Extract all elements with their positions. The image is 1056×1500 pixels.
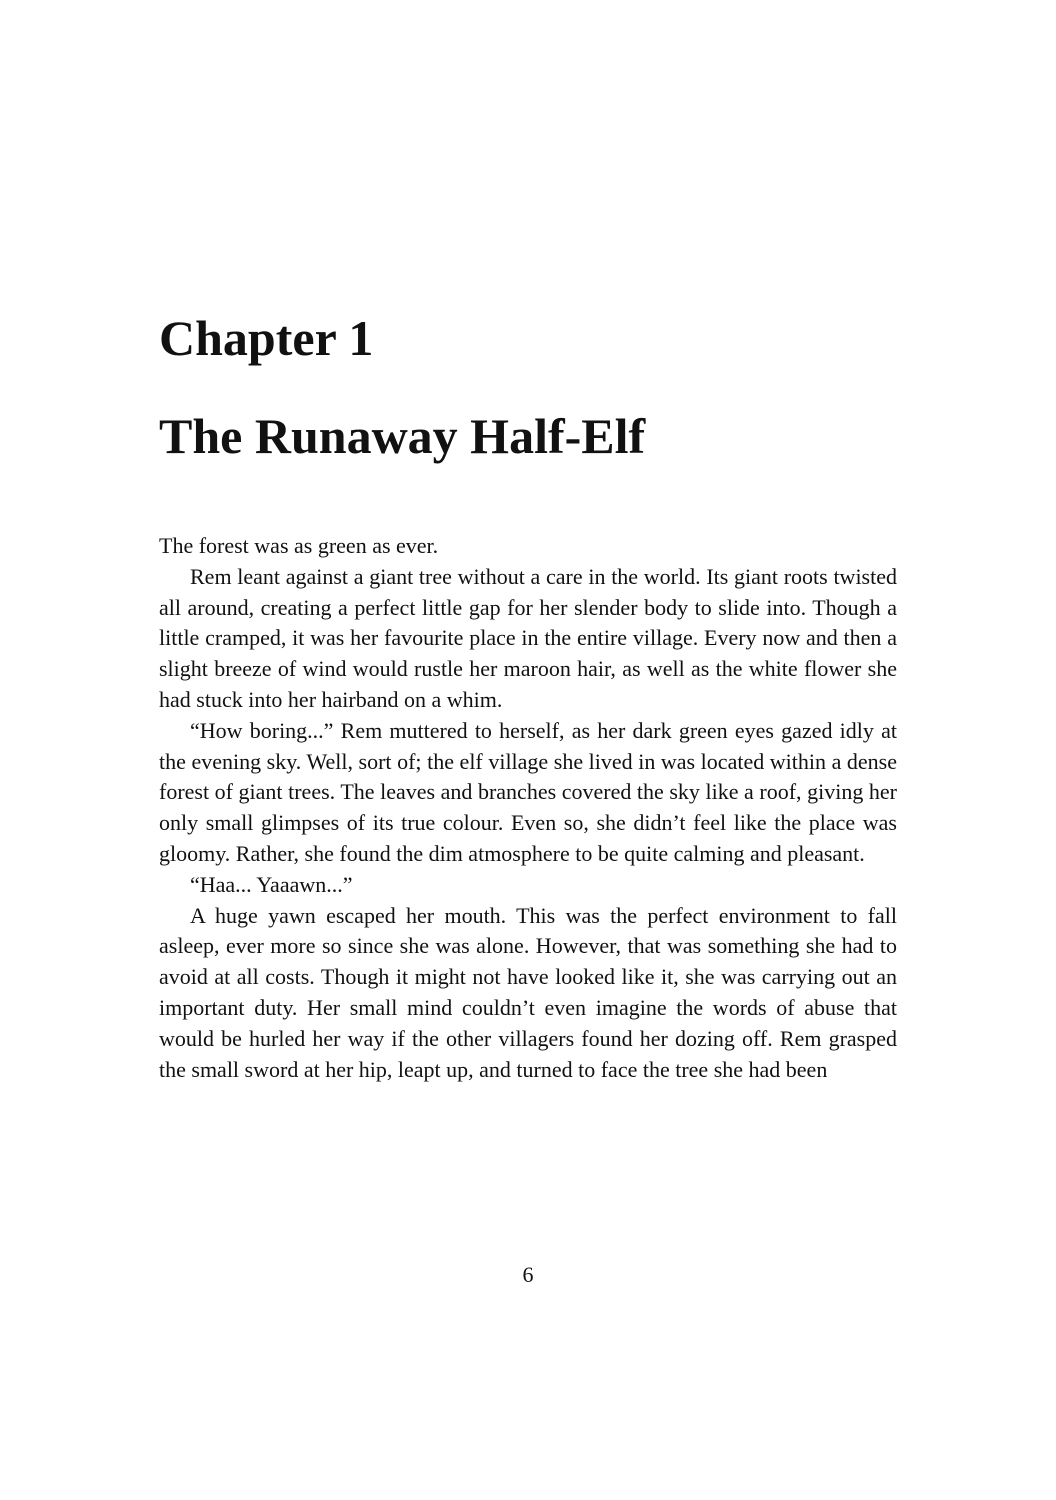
chapter-title: The Runaway Half-Elf <box>159 408 646 464</box>
paragraph: Rem leant against a giant tree without a care in the world. Its giant roots twisted all around, creating a perfect little gap for her slender body to slide into. Though a little cramped, it was her favourite place in the entire village. Every now and then a slight breeze of wind would rustle her maroon hair, as well as the white flower she had stuck into her hairband on a whim. <box>159 563 897 712</box>
book-page <box>159 0 897 1500</box>
page-number: 6 <box>522 1262 534 1287</box>
paragraph: The forest was as green as ever. <box>159 533 439 558</box>
paragraph: A huge yawn escaped her mouth. This was the perfect environment to fall asleep, ever more so since she was alone. However, that was something she had to avoid at all costs. Though it might not have looked like it, she was carrying out an important duty. Her small mind couldn’t even imagine the words of abuse that would be hurled her way if the other villagers found her dozing off. Rem grasped the small sword at her hip, leapt up, and turned to face the tree she had been <box>159 902 897 1082</box>
paragraph: “Haa... Yaaawn...” <box>190 871 353 897</box>
chapter-body <box>159 531 897 1085</box>
paragraph: “How boring...” Rem muttered to herself, as her dark green eyes gazed idly at the evening sky. Well, sort of; the elf village she lived in was located within a dense forest of giant trees. The leaves and branches covered the sky like a roof, giving her only small glimpses of its true colour. Even so, she didn’t feel like the place was gloomy. Rather, she found the dim atmosphere to be quite calming and pleasant. <box>159 717 897 866</box>
chapter-number: Chapter 1 <box>159 310 374 366</box>
